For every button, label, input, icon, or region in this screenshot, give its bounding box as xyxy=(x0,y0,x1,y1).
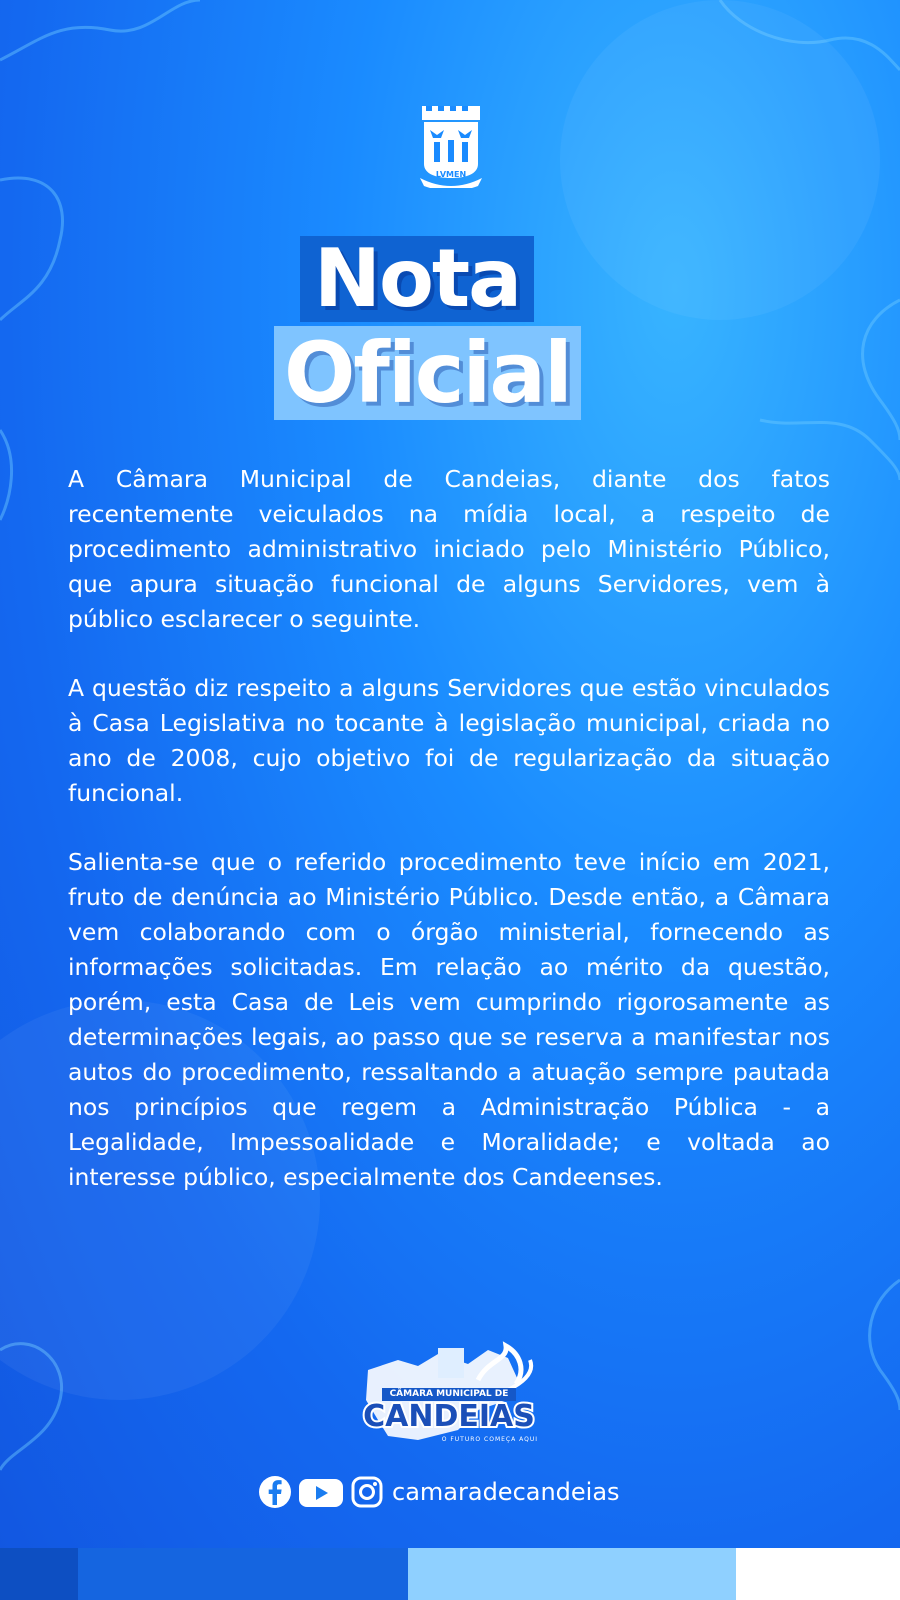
social-links xyxy=(258,1472,620,1512)
bottom-bar-4 xyxy=(736,1548,900,1600)
title-line-nota: Nota xyxy=(300,236,534,322)
social-handle[interactable]: camaradecandeias xyxy=(392,1478,620,1506)
paragraph-1: A Câmara Municipal de Candeias, diante dos fatos recentemente veiculados na mídia local, a respeito de procedimento administrativo iniciado pelo Ministério Público, que apura situação funcional de alguns Servidores, vem à público esclarecer o seguinte. xyxy=(68,465,830,633)
paragraph-2: A questão diz respeito a alguns Servidores que estão vinculados à Casa Legislativa no tocante à legislação municipal, criada no ano de 2008, cujo objetivo foi de regularização da situação funcional. xyxy=(68,674,830,807)
instagram-icon[interactable] xyxy=(350,1475,384,1509)
paragraph-3: Salienta-se que o referido procedimento teve início em 2021, fruto de denúncia ao Ministério Público. Desde então, a Câmara vem colaborando com o órgão ministerial, fornecendo as informações solicitadas. Em relação ao mérito da questão, porém, esta Casa de Leis vem cumprindo rigorosamente as determinações legais, ao passo que se reserva a manifestar nos autos do procedimento, ressaltando a atuação sempre pautada nos princípios que regem a Administração Pública - a Legalidade, Impessoalidade e Moralidade; e voltada ao interesse público, especialmente dos Candeenses. xyxy=(68,848,830,1191)
logo-line-2: CANDEIAS xyxy=(363,1399,535,1434)
title-line-oficial: Oficial xyxy=(274,326,581,420)
bottom-bar-2 xyxy=(78,1548,408,1600)
note-body xyxy=(68,462,830,1229)
bottom-bar-1 xyxy=(0,1548,78,1600)
logo-line-1: CÂMARA MUNICIPAL DE xyxy=(382,1388,516,1401)
facebook-icon[interactable] xyxy=(258,1475,292,1509)
crest-motto: LVMEN xyxy=(435,170,467,179)
camara-candeias-logo xyxy=(358,1340,540,1450)
logo-tagline: O FUTURO COMEÇA AQUI xyxy=(441,1436,538,1443)
youtube-icon[interactable] xyxy=(298,1475,344,1509)
bottom-bar-3 xyxy=(408,1548,736,1600)
